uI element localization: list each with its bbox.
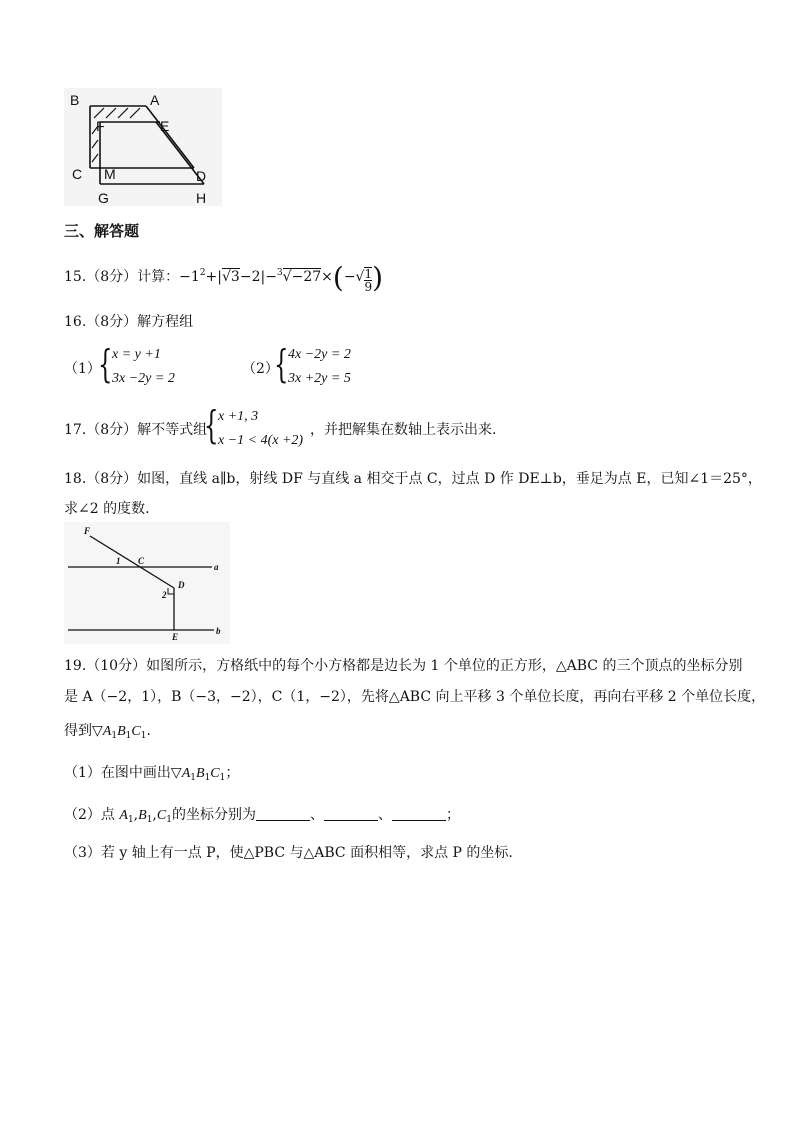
- label-H: H: [196, 190, 207, 206]
- label-a: a: [214, 562, 219, 572]
- parallel-lines-diagram: [64, 522, 230, 644]
- label-B: B: [70, 92, 80, 108]
- q17-tail: ，并把解集在数轴上表示出来.: [310, 422, 497, 438]
- label-D: D: [196, 168, 207, 184]
- q16-part1-label: （1）: [64, 361, 101, 377]
- q19-sub1: （1）在图中画出$▽A_1B_1C_1$；: [64, 765, 240, 783]
- label-M: M: [104, 166, 116, 182]
- figure-parallel-lines: [64, 522, 230, 644]
- q18-line2: 求∠2 的度数.: [64, 501, 150, 517]
- label-A: A: [150, 92, 160, 108]
- brace: {: [204, 403, 219, 447]
- q19-line2: 是 A（−2，1），B（−3，−2），C（1，−2），先将△ABC 向上平移 3 个单位长度，再向右平移 2 个单位长度，: [64, 689, 766, 705]
- q18-line1: 18.（8分）如图，直线 a∥b，射线 DF 与直线 a 相交于点 C，过点 D 作 DE⊥b，垂足为点 E，已知∠1＝25°，: [64, 471, 762, 487]
- label-2: 2: [162, 590, 167, 600]
- label-C: C: [72, 166, 83, 182]
- label-F: F: [84, 526, 91, 536]
- q17-ineq1: x +1, 3: [218, 409, 259, 424]
- trapezoid-diagram: [64, 88, 222, 206]
- label-F: F: [96, 118, 105, 134]
- q19-line3: 得到$▽A_1B_1C_1$.: [64, 723, 151, 741]
- label-D: D: [178, 580, 185, 590]
- label-E: E: [160, 118, 170, 134]
- figure-trapezoid: [64, 88, 222, 206]
- label-G: G: [98, 190, 109, 206]
- answer-blank-C1[interactable]: [392, 806, 446, 821]
- label-b: b: [216, 626, 221, 636]
- label-E: E: [172, 632, 179, 642]
- section-title: 三、解答题: [64, 222, 140, 240]
- q16-part2-label: （2）: [242, 361, 279, 377]
- answer-blank-B1[interactable]: [324, 806, 378, 821]
- q16-part1-eq2: 3x −2y = 2: [112, 371, 175, 386]
- q16-part2-eq1: 4x −2y = 2: [288, 347, 351, 362]
- brace: {: [98, 342, 113, 386]
- q16-part1-eq1: x = y +1: [112, 347, 161, 362]
- brace: {: [274, 342, 289, 386]
- q15: 15.（8分）计算：$-1^2+|√3-2|-^3√-27\times(-√$ $\frac{1}{9}$ ): [64, 261, 384, 294]
- q19-sub2: （2）点 $A_1,B_1,C_1$的坐标分别为 、 、 ；: [64, 807, 460, 825]
- q16-title: 16.（8分）解方程组: [64, 314, 194, 330]
- answer-blank-A1[interactable]: [256, 806, 310, 821]
- q19-line1: 19.（10分）如图所示，方格纸中的每个小方格都是边长为 1 个单位的正方形，△ABC 的三个顶点的坐标分别: [64, 658, 743, 674]
- label-1: 1: [116, 556, 121, 566]
- q19-sub3: （3）若 y 轴上有一点 P，使△PBC 与△ABC 面积相等，求点 P 的坐标.: [64, 845, 513, 861]
- q17-ineq2: x −1 < 4(x +2): [218, 433, 304, 448]
- q17-title: 17.（8分）解不等式组: [64, 422, 208, 438]
- q16-part2-eq2: 3x +2y = 5: [288, 371, 351, 386]
- label-C: C: [138, 556, 145, 566]
